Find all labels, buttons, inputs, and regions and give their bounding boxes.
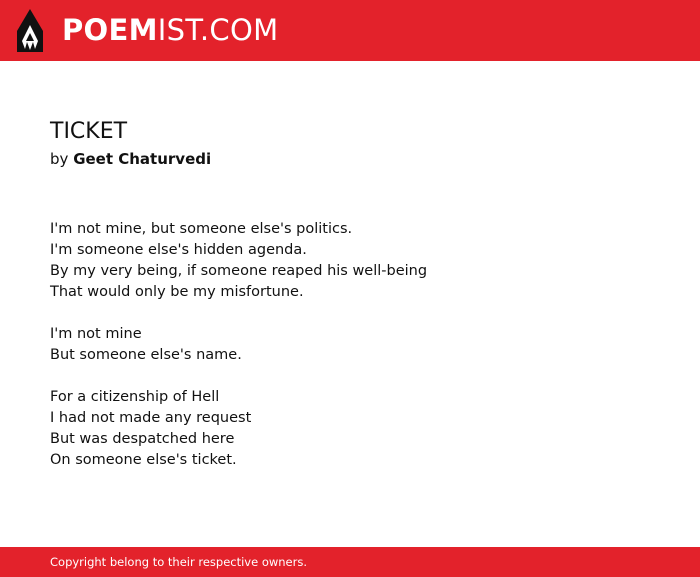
logo-bold-text: POEM xyxy=(62,13,158,47)
poem-line: But was despatched here xyxy=(50,431,235,447)
poem-byline xyxy=(50,149,211,169)
stanza-2 xyxy=(50,324,650,366)
poem-line: I had not made any request xyxy=(50,410,252,426)
poem-body xyxy=(50,219,650,492)
poem-line: By my very being, if someone reaped his well-being xyxy=(50,263,428,279)
poem-line: I'm not mine, but someone else's politics. xyxy=(50,221,353,237)
byline-prefix: by xyxy=(50,150,69,168)
stanza-3 xyxy=(50,387,650,471)
poem-line: But someone else's name. xyxy=(50,347,242,363)
poem-line: I'm not mine xyxy=(50,326,142,342)
poem-author: Geet Chaturvedi xyxy=(73,150,212,168)
logo-light-text: IST.COM xyxy=(157,13,279,47)
poem-title: TICKET xyxy=(50,119,128,144)
poem-line: On someone else's ticket. xyxy=(50,452,237,468)
poem-line: That would only be my misfortune. xyxy=(50,284,304,300)
copyright-text: Copyright belong to their respective owners. xyxy=(50,555,308,569)
stanza-1 xyxy=(50,219,650,303)
pencil-icon[interactable] xyxy=(17,9,43,52)
site-footer xyxy=(0,547,700,577)
site-logo[interactable] xyxy=(62,13,278,47)
poem-line: I'm someone else's hidden agenda. xyxy=(50,242,307,258)
poem-line: For a citizenship of Hell xyxy=(50,389,220,405)
site-header xyxy=(0,0,700,61)
